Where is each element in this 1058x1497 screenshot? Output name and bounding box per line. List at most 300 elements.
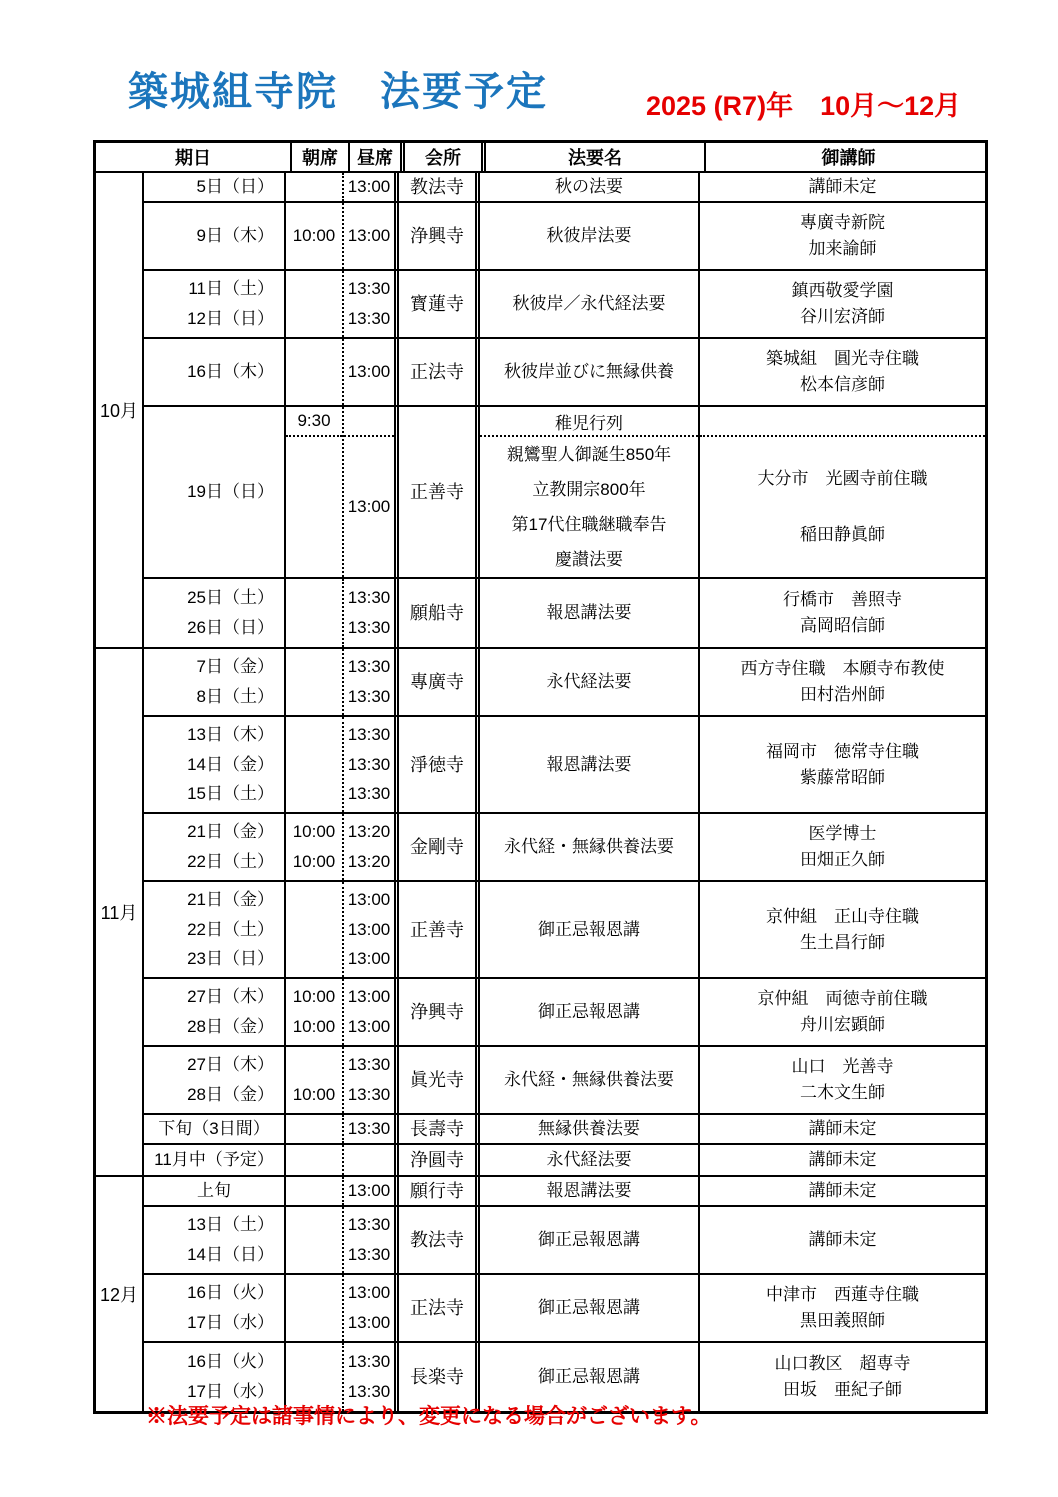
morning-time: 10:00: [292, 226, 336, 245]
lecturer-cell: [700, 717, 985, 812]
service-line: 報恩講法要: [546, 754, 632, 774]
date-line: 21日（金）: [187, 890, 274, 910]
service-cell: [480, 203, 700, 269]
date-line: 27日（木）: [187, 987, 274, 1007]
service-line: 秋彼岸法要: [546, 226, 632, 245]
schedule-row: [144, 1115, 985, 1145]
venue-name: 願船寺: [410, 603, 464, 623]
lecturer-line: 行橋市 善照寺: [783, 590, 902, 609]
date-cell: [144, 649, 286, 715]
morning-cell: [286, 173, 344, 201]
month-label: 11月: [96, 649, 144, 1175]
date-line: 17日（水）: [187, 1312, 274, 1332]
venue-cell: [399, 1145, 480, 1175]
service-cell: [480, 407, 700, 577]
service-line: 報恩講法要: [546, 1181, 632, 1200]
date-cell: [144, 339, 286, 405]
date-line: 15日（土）: [187, 783, 274, 803]
morning-time: 9:30: [286, 407, 342, 437]
morning-time: 10:00: [292, 987, 336, 1007]
morning-cell: [286, 979, 344, 1045]
service-line: 第17代住職継職奉告: [511, 515, 667, 534]
date-cell: [144, 717, 286, 812]
lecturer-line: 紫藤常昭師: [800, 767, 885, 787]
header-cell-date: 期日: [96, 143, 292, 171]
morning-cell: [286, 1275, 344, 1341]
date-cell: [144, 271, 286, 337]
morning-time: [286, 919, 342, 941]
morning-time: [286, 1054, 342, 1076]
date-line: 11日（土）: [188, 279, 274, 299]
venue-name: 教法寺: [410, 1230, 464, 1250]
afternoon-time-top: [344, 407, 394, 437]
month-label: 12月: [96, 1177, 144, 1411]
lecturer-cell: [700, 1115, 985, 1143]
afternoon-cell: [344, 271, 399, 337]
service-line: 御正忌報恩講: [538, 919, 640, 939]
morning-time: 10:00: [292, 1084, 336, 1104]
afternoon-time: 13:00: [347, 1283, 391, 1303]
header-cell-morning: 朝席: [292, 143, 350, 171]
morning-time: [286, 1180, 342, 1202]
service-line: 秋の法要: [555, 177, 623, 196]
lecturer-line: 松本信彦師: [800, 375, 885, 394]
date-line: 下旬（3日間）: [158, 1119, 270, 1138]
venue-name: 正善寺: [410, 919, 464, 940]
schedule-row: [144, 407, 985, 579]
venue-cell: [399, 1275, 480, 1341]
date-line: 14日（日）: [187, 1244, 274, 1264]
date-line: 7日（金）: [196, 657, 274, 677]
date-line: 5日（日）: [196, 177, 274, 196]
lecturer-line: 二木文生師: [800, 1083, 885, 1102]
afternoon-time: 13:30: [347, 308, 391, 328]
date-line: 19日（日）: [187, 482, 274, 501]
lecturer-line: 田畑正久師: [800, 850, 885, 869]
lecturer-cell: [700, 203, 985, 269]
morning-time: [286, 308, 342, 330]
morning-time: [286, 1351, 342, 1373]
date-line: 26日（日）: [187, 618, 274, 637]
venue-name: 浄圓寺: [410, 1150, 464, 1170]
service-cell: [480, 1047, 700, 1113]
morning-time-bottom: [286, 437, 342, 577]
month-rows: [144, 649, 985, 1175]
service-line: 御正忌報恩講: [538, 1298, 640, 1317]
venue-name: 專廣寺: [410, 672, 464, 692]
date-line: 28日（金）: [187, 1084, 274, 1104]
schedule-row: [144, 1177, 985, 1207]
venue-name: 願行寺: [410, 1181, 464, 1201]
service-cell: [480, 979, 700, 1045]
venue-cell: [399, 203, 480, 269]
date-line: 16日（火）: [187, 1283, 274, 1303]
schedule-row: [144, 579, 985, 647]
schedule-table: [93, 140, 988, 1414]
venue-name: 浄興寺: [410, 226, 464, 246]
venue-cell: [399, 579, 480, 647]
lecturer-line: 田坂 亜紀子師: [783, 1380, 902, 1399]
afternoon-time: 13:00: [347, 948, 391, 968]
date-line: 9日（木）: [196, 226, 274, 245]
schedule-row: [144, 1207, 985, 1275]
date-cell: [144, 1145, 286, 1175]
afternoon-time: 13:30: [347, 588, 391, 607]
morning-cell: [286, 1145, 344, 1175]
afternoon-time: 13:00: [347, 226, 391, 245]
venue-name: 淨徳寺: [410, 754, 464, 775]
lecturer-line: 築城組 圓光寺住職: [766, 349, 919, 368]
venue-name: 正法寺: [410, 362, 464, 382]
afternoon-time: 13:20: [347, 822, 391, 842]
afternoon-time: 13:30: [347, 1084, 391, 1104]
lecturer-line: 田村浩州師: [800, 685, 885, 704]
morning-time: 10:00: [292, 1016, 336, 1036]
afternoon-cell: [344, 579, 399, 647]
service-top-line: 稚児行列: [480, 407, 698, 437]
morning-cell: [286, 271, 344, 337]
month-label: 10月: [96, 173, 144, 647]
afternoon-time: 13:00: [347, 1016, 391, 1036]
venue-cell: [399, 814, 480, 880]
service-line: 立教開宗800年: [532, 480, 646, 499]
month-rows: [144, 1177, 985, 1411]
date-line: 13日（木）: [187, 725, 274, 745]
service-cell: [480, 649, 700, 715]
lecturer-line: 医学博士: [808, 824, 877, 843]
afternoon-time: 13:00: [347, 890, 391, 910]
morning-time: [286, 1312, 342, 1334]
date-line: 上旬: [197, 1181, 231, 1200]
date-line: 23日（日）: [187, 948, 274, 968]
afternoon-time-line: 13:00: [347, 497, 391, 516]
morning-time: [286, 1244, 342, 1266]
lecturer-line: 舟川宏顕師: [800, 1015, 885, 1034]
service-line: 永代経・無縁供養法要: [504, 1070, 674, 1089]
lecturer-line: 福岡市 徳常寺住職: [766, 741, 919, 761]
lecturer-cell: [700, 173, 985, 201]
afternoon-cell: [344, 407, 399, 577]
afternoon-time: 13:30: [347, 754, 391, 774]
venue-name: 眞光寺: [410, 1070, 464, 1090]
schedule-row: [144, 173, 985, 203]
service-line: 永代経法要: [546, 672, 632, 691]
afternoon-time: 13:30: [347, 1382, 391, 1401]
morning-cell: [286, 339, 344, 405]
lecturer-line: 生土昌行師: [800, 932, 885, 952]
venue-cell: [399, 1207, 480, 1273]
lecturer-top-line: [700, 407, 985, 437]
date-cell: [144, 1275, 286, 1341]
lecturer-cell: [700, 814, 985, 880]
lecturer-line: 稲田静眞師: [800, 524, 885, 544]
afternoon-cell: [344, 717, 399, 812]
lecturer-line: 講師未定: [808, 1119, 877, 1138]
table-body: [96, 173, 985, 1411]
service-cell: [480, 271, 700, 337]
schedule-row: [144, 979, 985, 1047]
afternoon-cell: [344, 1145, 399, 1175]
afternoon-cell: [344, 1115, 399, 1143]
month-rows: [144, 173, 985, 647]
venue-name: 金剛寺: [410, 837, 464, 857]
venue-cell: [399, 173, 480, 201]
date-cell: [144, 407, 286, 577]
morning-time: [286, 889, 342, 911]
header-cell-venue: 会所: [405, 143, 486, 171]
date-line: 14日（金）: [187, 754, 274, 774]
venue-cell: [399, 1047, 480, 1113]
service-line: 秋彼岸並びに無縁供養: [504, 362, 674, 381]
afternoon-time: 13:20: [347, 851, 391, 871]
header-cell-afternoon: 昼席: [350, 143, 405, 171]
date-line: 16日（木）: [187, 362, 274, 381]
afternoon-time: 13:30: [347, 618, 391, 637]
date-cell: [144, 203, 286, 269]
service-cell: [480, 339, 700, 405]
afternoon-cell: [344, 1207, 399, 1273]
lecturer-cell: [700, 1343, 985, 1411]
lecturer-cell: [700, 979, 985, 1045]
date-cell: [144, 979, 286, 1045]
morning-cell: [286, 203, 344, 269]
date-line: 22日（土）: [187, 851, 274, 871]
venue-name: 教法寺: [410, 177, 464, 197]
afternoon-time: 13:30: [347, 1352, 391, 1371]
lecturer-line: 講師未定: [808, 1181, 877, 1200]
afternoon-cell: [344, 1177, 399, 1205]
lecturer-line: 西方寺住職 本願寺布教使: [740, 659, 945, 678]
lecturer-line: 中津市 西蓮寺住職: [766, 1285, 919, 1304]
service-cell: [480, 1207, 700, 1273]
date-cell: [144, 579, 286, 647]
lecturer-cell: [700, 339, 985, 405]
date-cell: [144, 1115, 286, 1143]
afternoon-time: 13:30: [347, 1215, 391, 1235]
date-line: 17日（水）: [187, 1382, 274, 1401]
morning-time: [286, 783, 342, 805]
morning-time: [286, 656, 342, 678]
morning-time: 10:00: [292, 851, 336, 871]
afternoon-time: 13:30: [347, 1119, 391, 1138]
afternoon-cell: [344, 649, 399, 715]
venue-cell: [399, 979, 480, 1045]
header-cell-lecturer: 御講師: [821, 148, 876, 168]
lecturer-line: 專廣寺新院: [800, 213, 885, 232]
lecturer-cell: [700, 649, 985, 715]
morning-time: [286, 948, 342, 970]
afternoon-time: 13:30: [347, 783, 391, 803]
afternoon-cell: [344, 173, 399, 201]
service-cell: [480, 173, 700, 201]
schedule-row: [144, 271, 985, 339]
morning-time: [286, 361, 342, 383]
venue-name: 正法寺: [410, 1298, 464, 1318]
service-line: 永代経・無縁供養法要: [504, 837, 674, 856]
lecturer-cell: [700, 1275, 985, 1341]
morning-time: [286, 587, 342, 609]
service-line: 秋彼岸／永代経法要: [512, 294, 666, 313]
venue-name: 長壽寺: [410, 1119, 464, 1139]
lecturer-line: 黒田義照師: [800, 1311, 885, 1330]
date-cell: [144, 1177, 286, 1205]
service-cell: [480, 1275, 700, 1341]
month-block: [96, 1177, 985, 1411]
lecturer-line: 加来諭師: [808, 239, 877, 258]
afternoon-time: [344, 1149, 394, 1171]
morning-time: [286, 1149, 342, 1171]
morning-cell: [286, 1115, 344, 1143]
afternoon-cell: [344, 882, 399, 977]
schedule-row: [144, 339, 985, 407]
morning-cell: [286, 1047, 344, 1113]
afternoon-time: 13:00: [347, 919, 391, 939]
morning-cell: [286, 1207, 344, 1273]
service-cell: [480, 717, 700, 812]
lecturer-line: 京仲組 正山寺住職: [766, 906, 919, 926]
venue-cell: [399, 717, 480, 812]
morning-time: [286, 176, 342, 198]
afternoon-cell: [344, 203, 399, 269]
venue-cell: [399, 271, 480, 337]
lecturer-cell: [700, 1177, 985, 1205]
morning-cell: [286, 407, 344, 577]
service-line: 慶讃法要: [555, 550, 623, 569]
date-cell: [144, 882, 286, 977]
footer-note: ※法要予定は諸事情により、変更になる場合がございます。: [146, 1405, 712, 1428]
venue-name: 正善寺: [410, 482, 464, 502]
afternoon-cell: [344, 339, 399, 405]
morning-cell: [286, 814, 344, 880]
morning-cell: [286, 882, 344, 977]
afternoon-time: 13:00: [347, 1312, 391, 1332]
afternoon-time: 13:00: [347, 1181, 391, 1200]
morning-time: 10:00: [292, 822, 336, 842]
schedule-row: [144, 1145, 985, 1175]
schedule-period: 2025 (R7)年 10月～12月: [646, 91, 962, 121]
afternoon-time: 13:30: [347, 1244, 391, 1264]
venue-name: 浄興寺: [410, 1002, 464, 1022]
lecturer-line: 高岡昭信師: [800, 616, 885, 635]
afternoon-time: 13:00: [347, 177, 391, 196]
service-cell: [480, 882, 700, 977]
venue-cell: [399, 1115, 480, 1143]
date-line: 25日（土）: [187, 588, 274, 607]
lecturer-line: 講師未定: [808, 177, 877, 196]
lecturer-cell: [700, 1047, 985, 1113]
morning-time: [286, 754, 342, 776]
afternoon-time: [344, 437, 394, 577]
morning-time: [286, 278, 342, 300]
morning-cell: [286, 1177, 344, 1205]
date-line: 22日（土）: [187, 919, 274, 939]
date-line: 11月中（予定）: [154, 1150, 274, 1169]
schedule-row: [144, 203, 985, 271]
venue-cell: [399, 339, 480, 405]
month-block: [96, 173, 985, 649]
lecturer-cell: [700, 407, 985, 577]
service-cell: [480, 579, 700, 647]
venue-cell: [399, 649, 480, 715]
service-line: 御正忌報恩講: [538, 1002, 640, 1021]
date-line: 27日（木）: [187, 1055, 274, 1075]
table-header-row: [96, 143, 985, 173]
schedule-row: [144, 1275, 985, 1343]
schedule-row: [144, 814, 985, 882]
date-cell: [144, 814, 286, 880]
schedule-row: [144, 882, 985, 979]
venue-cell: [399, 407, 480, 577]
afternoon-time: 13:30: [347, 686, 391, 706]
morning-cell: [286, 649, 344, 715]
morning-time: [286, 1214, 342, 1236]
service-line: 親鸞聖人御誕生850年: [506, 445, 672, 464]
afternoon-time: 13:00: [347, 987, 391, 1007]
service-cell: [480, 1145, 700, 1175]
lecturer-cell: [700, 1145, 985, 1175]
morning-time: [286, 1282, 342, 1304]
header-cell-service: 法要名: [486, 143, 706, 171]
lecturer-cell: [700, 579, 985, 647]
date-cell: [144, 1047, 286, 1113]
morning-time: [286, 1118, 342, 1140]
morning-time: [286, 724, 342, 746]
service-cell: [480, 1115, 700, 1143]
lecturer-line: 京仲組 両徳寺前住職: [757, 989, 928, 1008]
afternoon-time: 13:00: [347, 362, 391, 381]
afternoon-time: 13:30: [347, 1055, 391, 1075]
schedule-row: [144, 717, 985, 814]
date-cell: [144, 173, 286, 201]
lecturer-line: 谷川宏済師: [800, 307, 885, 326]
morning-time: [286, 617, 342, 639]
month-block: [96, 649, 985, 1177]
service-line: 報恩講法要: [546, 603, 632, 622]
date-line: 28日（金）: [187, 1016, 274, 1036]
afternoon-cell: [344, 979, 399, 1045]
lecturer-line: 講師未定: [808, 1230, 877, 1249]
lecturer-cell: [700, 1207, 985, 1273]
lecturer-line: 鎮西敬愛学園: [791, 281, 894, 300]
page-title: 築城組寺院 法要予定: [128, 70, 548, 114]
venue-name: 寳蓮寺: [410, 294, 464, 314]
afternoon-cell: [344, 1047, 399, 1113]
service-bottom: [480, 437, 698, 577]
date-line: 12日（日）: [187, 308, 274, 328]
lecturer-line: 大分市 光國寺前住職: [757, 469, 928, 489]
afternoon-cell: [344, 1275, 399, 1341]
venue-name: 長楽寺: [410, 1367, 464, 1387]
date-cell: [144, 1207, 286, 1273]
afternoon-time: 13:30: [347, 725, 391, 745]
lecturer-cell: [700, 882, 985, 977]
venue-cell: [399, 882, 480, 977]
service-line: 無縁供養法要: [538, 1119, 640, 1138]
service-cell: [480, 814, 700, 880]
service-line: 御正忌報恩講: [538, 1230, 640, 1249]
lecturer-bottom: [700, 437, 985, 577]
venue-cell: [399, 1177, 480, 1205]
lecturer-line: 講師未定: [808, 1150, 877, 1169]
afternoon-cell: [344, 814, 399, 880]
morning-time: [286, 686, 342, 708]
lecturer-line: 山口 光善寺: [791, 1057, 894, 1076]
date-line: 21日（金）: [187, 822, 274, 842]
service-cell: [480, 1177, 700, 1205]
date-line: 8日（土）: [196, 686, 274, 706]
date-line: 13日（土）: [187, 1215, 274, 1235]
lecturer-cell: [700, 271, 985, 337]
